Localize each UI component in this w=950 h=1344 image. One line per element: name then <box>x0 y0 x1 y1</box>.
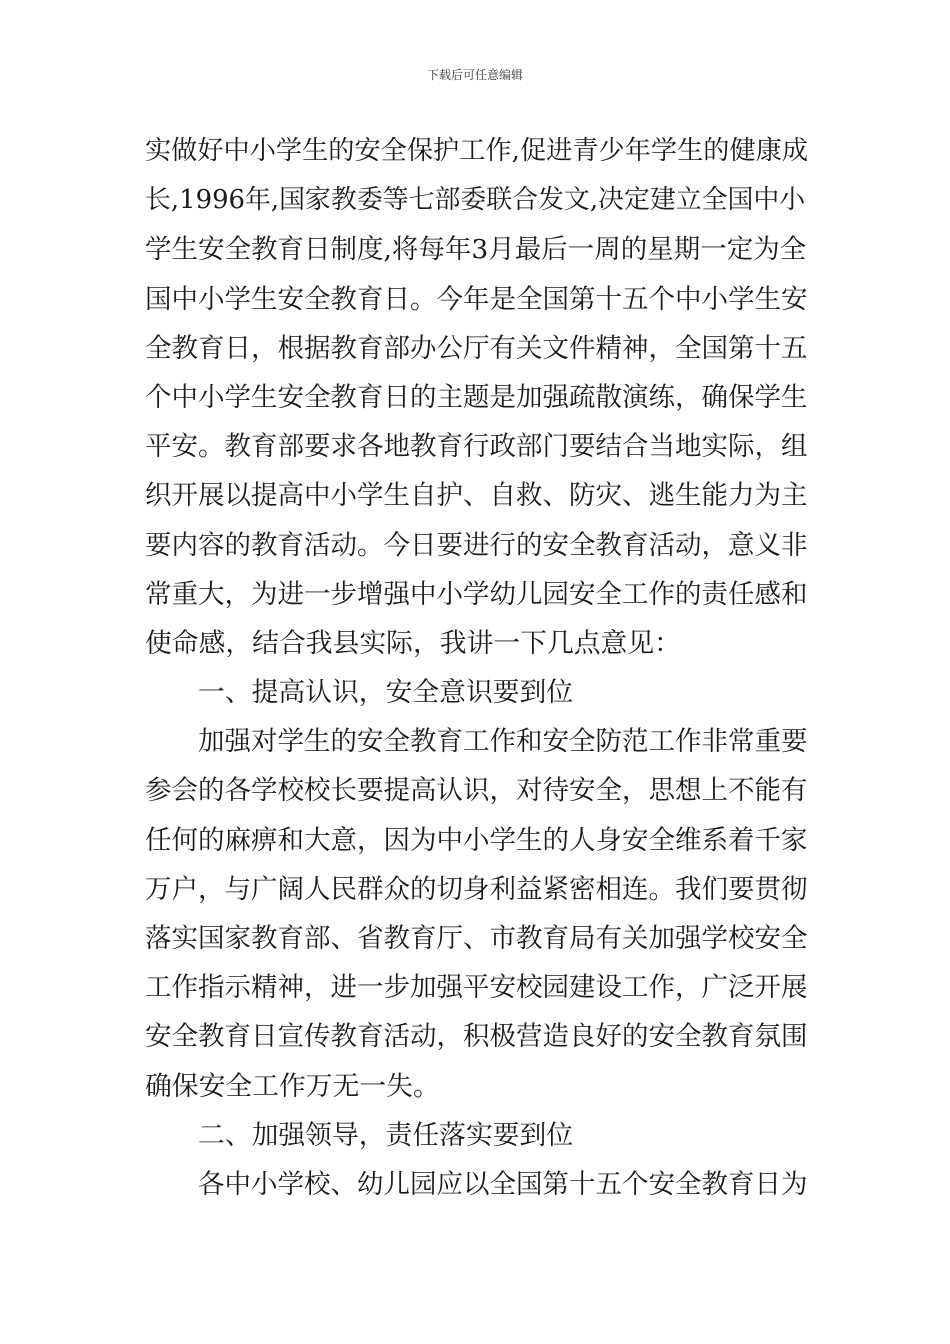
text-line: 工作指示精神，进一步加强平安校园建设工作，广泛开展 <box>145 972 808 1004</box>
text-line: 加强对学生的安全教育工作和安全防范工作非常重要 <box>198 726 808 758</box>
text-line: 各中小学校、幼儿园应以全国第十五个安全教育日为 <box>198 1168 808 1200</box>
text-line: 任何的麻痹和大意，因为中小学生的人身安全维系着千家 <box>145 824 808 856</box>
page-header-note: 下载后可任意编辑 <box>426 68 523 82</box>
text-line: 参会的各学校校长要提高认识，对待安全，思想上不能有 <box>145 775 808 807</box>
text-line: 全教育日，根据教育部办公厅有关文件精神，全国第十五 <box>145 332 808 364</box>
text-line: 长,1996年,国家教委等七部委联合发文,决定建立全国中小 <box>145 185 806 216</box>
text-line: 学生安全教育日制度,将每年3月最后一周的星期一定为全 <box>145 234 807 266</box>
text-line: 万户，与广阔人民群众的切身利益紧密相连。我们要贯彻 <box>145 873 808 905</box>
text-line: 常重大，为进一步增强中小学幼儿园安全工作的责任感和 <box>145 578 808 610</box>
document-body <box>145 127 810 1209</box>
text-line: 个中小学生安全教育日的主题是加强疏散演练，确保学生 <box>145 381 808 413</box>
text-line: 使命感，结合我县实际，我讲一下几点意见： <box>145 627 681 659</box>
text-line: 要内容的教育活动。今日要进行的安全教育活动，意义非 <box>145 529 808 561</box>
text-line: 国中小学生安全教育日。今年是全国第十五个中小学生安 <box>145 283 808 315</box>
text-line: 织开展以提高中小学生自护、自救、防灾、逃生能力为主 <box>145 480 808 512</box>
text-line: 平安。教育部要求各地教育行政部门要结合当地实际，组 <box>145 431 808 463</box>
text-line: 落实国家教育部、省教育厅、市教育局有关加强学校安全 <box>145 923 808 954</box>
text-line: 一、提高认识，安全意识要到位 <box>198 677 574 709</box>
text-line: 确保安全工作万无一失。 <box>145 1070 440 1102</box>
text-line: 安全教育日宣传教育活动，积极营造良好的安全教育氛围 <box>145 1021 808 1053</box>
text-line: 二、加强领导，责任落实要到位 <box>198 1119 574 1151</box>
text-line: 实做好中小学生的安全保护工作,促进青少年学生的健康成 <box>145 136 809 166</box>
